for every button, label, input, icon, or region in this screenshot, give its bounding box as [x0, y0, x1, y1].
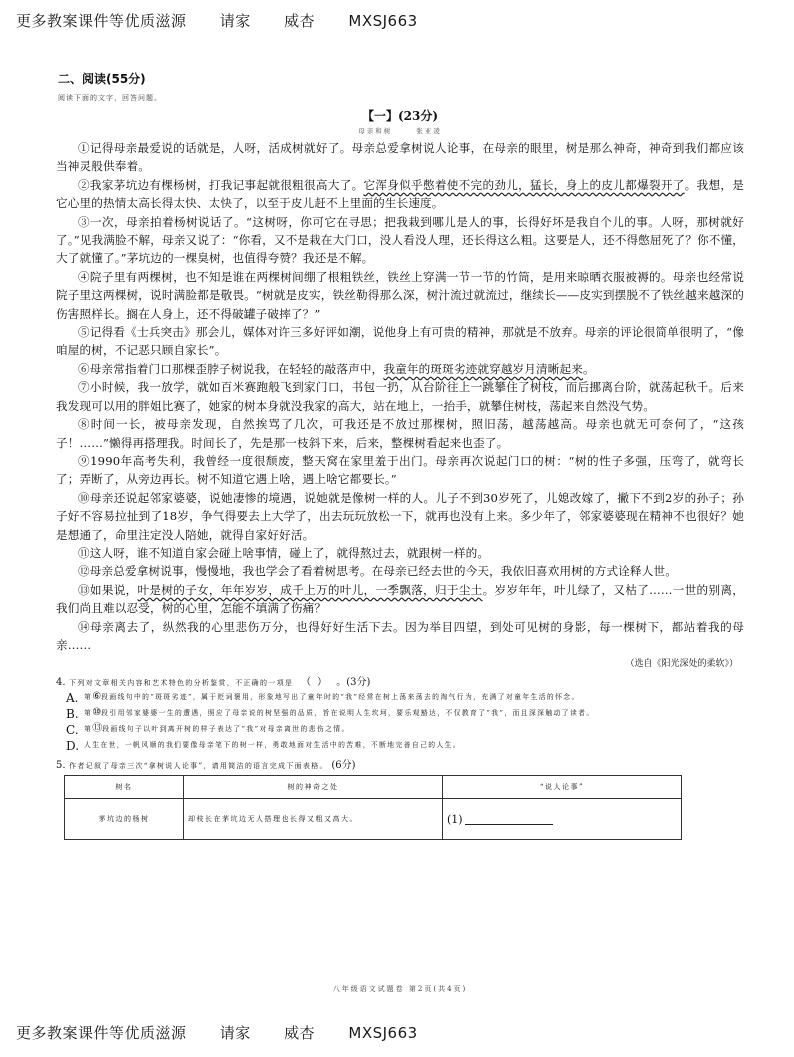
underlined-sentence: 我童年的斑斑劣迹就穿越岁月清晰起来	[383, 361, 584, 376]
paragraph-text: ⑧时间一长，被母亲发现，自然挨骂了几次，可我还是不放过那棵树，照旧荡，越荡越高。母亲也就无可奈何了，“这孩子！……”懒得再搭理我。时间长了，先是那一枝斜下来，后来，整棵树看起来也歪了。	[56, 417, 744, 450]
underlined-sentence: 它浑身似乎憋着使不完的劲儿，猛长，身上的皮儿都爆裂开了	[363, 177, 685, 192]
blank-line[interactable]	[465, 824, 553, 825]
option-prefix: 第	[84, 725, 93, 734]
article-author: 张亚凌	[416, 127, 442, 135]
table-row	[65, 799, 682, 840]
question-4-stem	[56, 673, 744, 688]
article-meta	[56, 126, 744, 135]
watermark-bottom	[16, 1022, 446, 1043]
paragraph-text: ①记得母亲最爱说的话就是，人呀，活成树就好了。母亲总爱拿树说人论事，在母亲的眼里，树是那么神奇，神奇到我们都应该当神灵般供奉着。	[56, 141, 744, 174]
paragraph-ref: ⑩	[92, 707, 102, 719]
option-letter: D.	[66, 739, 80, 754]
article-paragraph	[56, 415, 744, 452]
underlined-sentence: 叶是树的子女，年年岁岁，成千上万的叶儿，一季飘落，归于尘土	[137, 582, 483, 597]
question-score: (6分)	[331, 760, 356, 772]
paragraph-text: 。岁岁年年，叶儿绿了，又枯了……一世的别离，我们尚且难以忍受，树的心里，怎能不填满了伤痛？	[56, 582, 744, 616]
paragraph-text: ②我家茅坑边有棵杨树，打我记事起就很粗很高大了。	[78, 177, 364, 192]
article-paragraph	[56, 323, 744, 360]
paragraph-ref: ⑬	[92, 723, 103, 735]
question-5-stem	[56, 756, 744, 771]
option-letter: B.	[66, 707, 79, 722]
watermark-text: 请家	[219, 1024, 251, 1042]
watermark-top	[16, 10, 446, 31]
table-cell-answer[interactable]	[443, 799, 682, 840]
option-prefix: 第	[84, 709, 93, 718]
section-instruction: 阅读下面的文字，回答问题。	[58, 94, 162, 102]
article-paragraph	[56, 378, 744, 415]
table-header-cell: “说人论事”	[443, 776, 682, 799]
question-score: 。(3分)	[336, 677, 371, 689]
blank-number: (1)	[447, 812, 463, 826]
question-number: 5.	[56, 760, 66, 772]
paragraph-text: ⑥母亲常指着门口那棵歪脖子树说我，在轻轻的敲落声中，	[78, 361, 384, 376]
exam-page	[56, 70, 744, 993]
option-text	[84, 692, 744, 704]
question-number: 4.	[56, 677, 66, 689]
paragraph-text: ⑨1990年高考失利，我曾经一度很颓废，整天窝在家里羞于出门。母亲再次说起门口的树：“树的性子多强，压弯了，就弯长了；弄断了，从旁边再长。树不知道它遇上啥，遇上啥它都要长。”	[56, 453, 744, 487]
section-title: 二、阅读(55分)	[58, 72, 146, 86]
article-title: 母亲和树	[358, 127, 393, 135]
answer-paren[interactable]: （ ）	[301, 677, 329, 689]
option-body: 段画线句子以叶到离开树的样子表达了“我”对母亲离世的悲伤之情。	[102, 725, 350, 734]
option-text	[84, 724, 744, 736]
table-cell-wonder: 却枝长在茅坑边无人搭理也长得又粗又高大。	[184, 799, 443, 840]
paragraph-text: ⑬如果说，	[78, 582, 138, 597]
watermark-text: MXSJ663	[348, 12, 418, 30]
answer-option[interactable]	[66, 740, 744, 752]
option-text	[84, 708, 744, 720]
article-paragraph	[56, 360, 744, 378]
answer-blank[interactable]	[447, 813, 553, 826]
paragraph-text: ⑤记得看《士兵突击》那会儿，媒体对许三多好评如潮，说他身上有可贵的精神，那就是不放弃。母亲的评论很简单很明了，“像咱屋的树，不记恶只顾自家长”。	[56, 325, 744, 358]
option-body: 人生在世，一帆风顺的我们要像母亲笔下的树一样，勇敢地面对生活中的苦难，不断地完善自己的人生。	[84, 741, 462, 750]
question-4-options	[66, 692, 744, 752]
table-header-cell: 树名	[65, 776, 184, 799]
answer-option[interactable]	[66, 724, 744, 736]
article-paragraph	[56, 176, 744, 213]
answer-option[interactable]	[66, 692, 744, 704]
question-text: 下列对文章相关内容和艺术特色的分析鉴赏，不正确的一项是	[69, 679, 294, 688]
paragraph-text: 。我想，是它心里的热情太高长得太快、太快了，以至于皮儿赶不上里面的生长速度。	[56, 177, 744, 211]
article-paragraph	[56, 544, 744, 562]
watermark-text: 请家	[219, 12, 251, 30]
article-paragraph	[56, 452, 744, 489]
question-text: 作者记叙了母亲三次“拿树说人论事”，请用简洁的语言完成下面表格。	[69, 762, 328, 771]
article-paragraph	[56, 213, 744, 268]
watermark-text: 更多教案课件等优质滋源	[16, 1024, 187, 1042]
answer-option[interactable]	[66, 708, 744, 720]
table-header-row	[65, 776, 682, 799]
page-footer: 八年级语文试题卷 第2页(共4页)	[332, 985, 468, 993]
article-paragraph	[56, 562, 744, 580]
watermark-text: 威杏	[284, 1024, 316, 1042]
table-header-cell: 树的神奇之处	[184, 776, 443, 799]
paragraph-text: 。	[583, 361, 595, 376]
option-letter: C.	[66, 723, 79, 738]
option-body: 段画线句中的“斑斑劣迹”，属于贬词褒用，形象地写出了童年时的“我”经常在树上荡来荡去的淘气行为，充满了对童年生活的怀念。	[101, 693, 580, 702]
option-body: 段引用邻家婆婆一生的遭遇，照应了母亲说的树坚强的品质，旨在说明人生坎坷，要乐观豁达，不仅教育了“我”，而且深深触动了读者。	[101, 709, 595, 718]
paragraph-text: ⑦小时候，我一放学，就如百米赛跑般飞到家门口，书包一扔，从台阶往上一跳攀住了树枝，而后挪离台阶，就荡起秋千。后来我发现可以用的胖姐比赛了，她家的树本身就没我家的高大，站在地上，一抬手，就攀住树枝，荡起来自然没气势。	[56, 380, 744, 413]
part-title: 【一】(23分)	[361, 109, 439, 123]
article-paragraph	[56, 618, 744, 655]
option-text	[84, 740, 744, 752]
paragraph-text: ⑭母亲离去了，纵然我的心里悲伤万分，也得好好生活下去。因为举目四望，到处可见树的身影，每一棵树下，都站着我的母亲……	[56, 619, 744, 652]
article-paragraph	[56, 581, 744, 618]
watermark-text: 威杏	[284, 12, 316, 30]
watermark-text: 更多教案课件等优质滋源	[16, 12, 187, 30]
paragraph-text: ③一次，母亲拍着杨树说话了。“这树呀，你可它在寻思；把我栽到哪儿是人的事，长得好坏是我自个儿的事。人呀，那树就好了。”见我满脸不解，母亲又说了：“你看，又不是栽在大门口，没人看没人理，还长得这么粗。这要是人，还不得憋屈死了？你不懂，大了就懂了。”茅坑边的一棵臭树，也值得夸赞？我还是不解。	[56, 214, 744, 266]
paragraph-text: ⑫母亲总爱拿树说事，慢慢地，我也学会了看着树思考。在母亲已经去世的今天，我依旧喜欢用树的方式诠释人世。	[78, 564, 677, 579]
paragraph-text: ④院子里有两棵树，也不知是谁在两棵树间绷了根粗铁丝，铁丝上穿满一节一节的竹筒，是用来晾晒衣服被褥的。母亲也经常说院子里这两棵树，说时满脸都是敬畏。“树就是皮实，铁丝勒得那么深，树汁流过就流过，继续长——皮实到摆脱不了铁丝越来越深的伤害照样长。搁在人身上，还不得破罐子破摔了？”	[56, 269, 744, 321]
article-paragraph	[56, 268, 744, 323]
option-letter: A.	[66, 691, 79, 706]
table-cell-tree: 茅坑边的杨树	[65, 799, 184, 840]
option-prefix: 第	[84, 693, 93, 702]
paragraph-text: ⑩母亲还说起邻家婆婆，说她凄惨的境遇，说她就是像树一样的人。儿子不到30岁死了，儿媳改嫁了，撇下不到2岁的孙子；孙子好不容易拉扯到了18岁，争气得要去上大学了，出去玩玩放松一下，就再也没有上来。多少年了，邻家婆婆现在精神不也很好？她是想通了，命里注定没人陪她，就得自家好好活。	[56, 490, 744, 542]
article-body	[56, 139, 744, 654]
paragraph-ref: ⑥	[92, 691, 102, 703]
watermark-text: MXSJ663	[348, 1024, 418, 1042]
article-paragraph	[56, 489, 744, 544]
question-5-table	[64, 775, 682, 840]
article-paragraph	[56, 139, 744, 176]
paragraph-text: ⑪这人呀，谁不知道自家会碰上啥事情，碰上了，就得熬过去，就跟树一样的。	[78, 545, 490, 560]
article-source: （选自《阳光深处的柔软》）	[625, 659, 738, 670]
